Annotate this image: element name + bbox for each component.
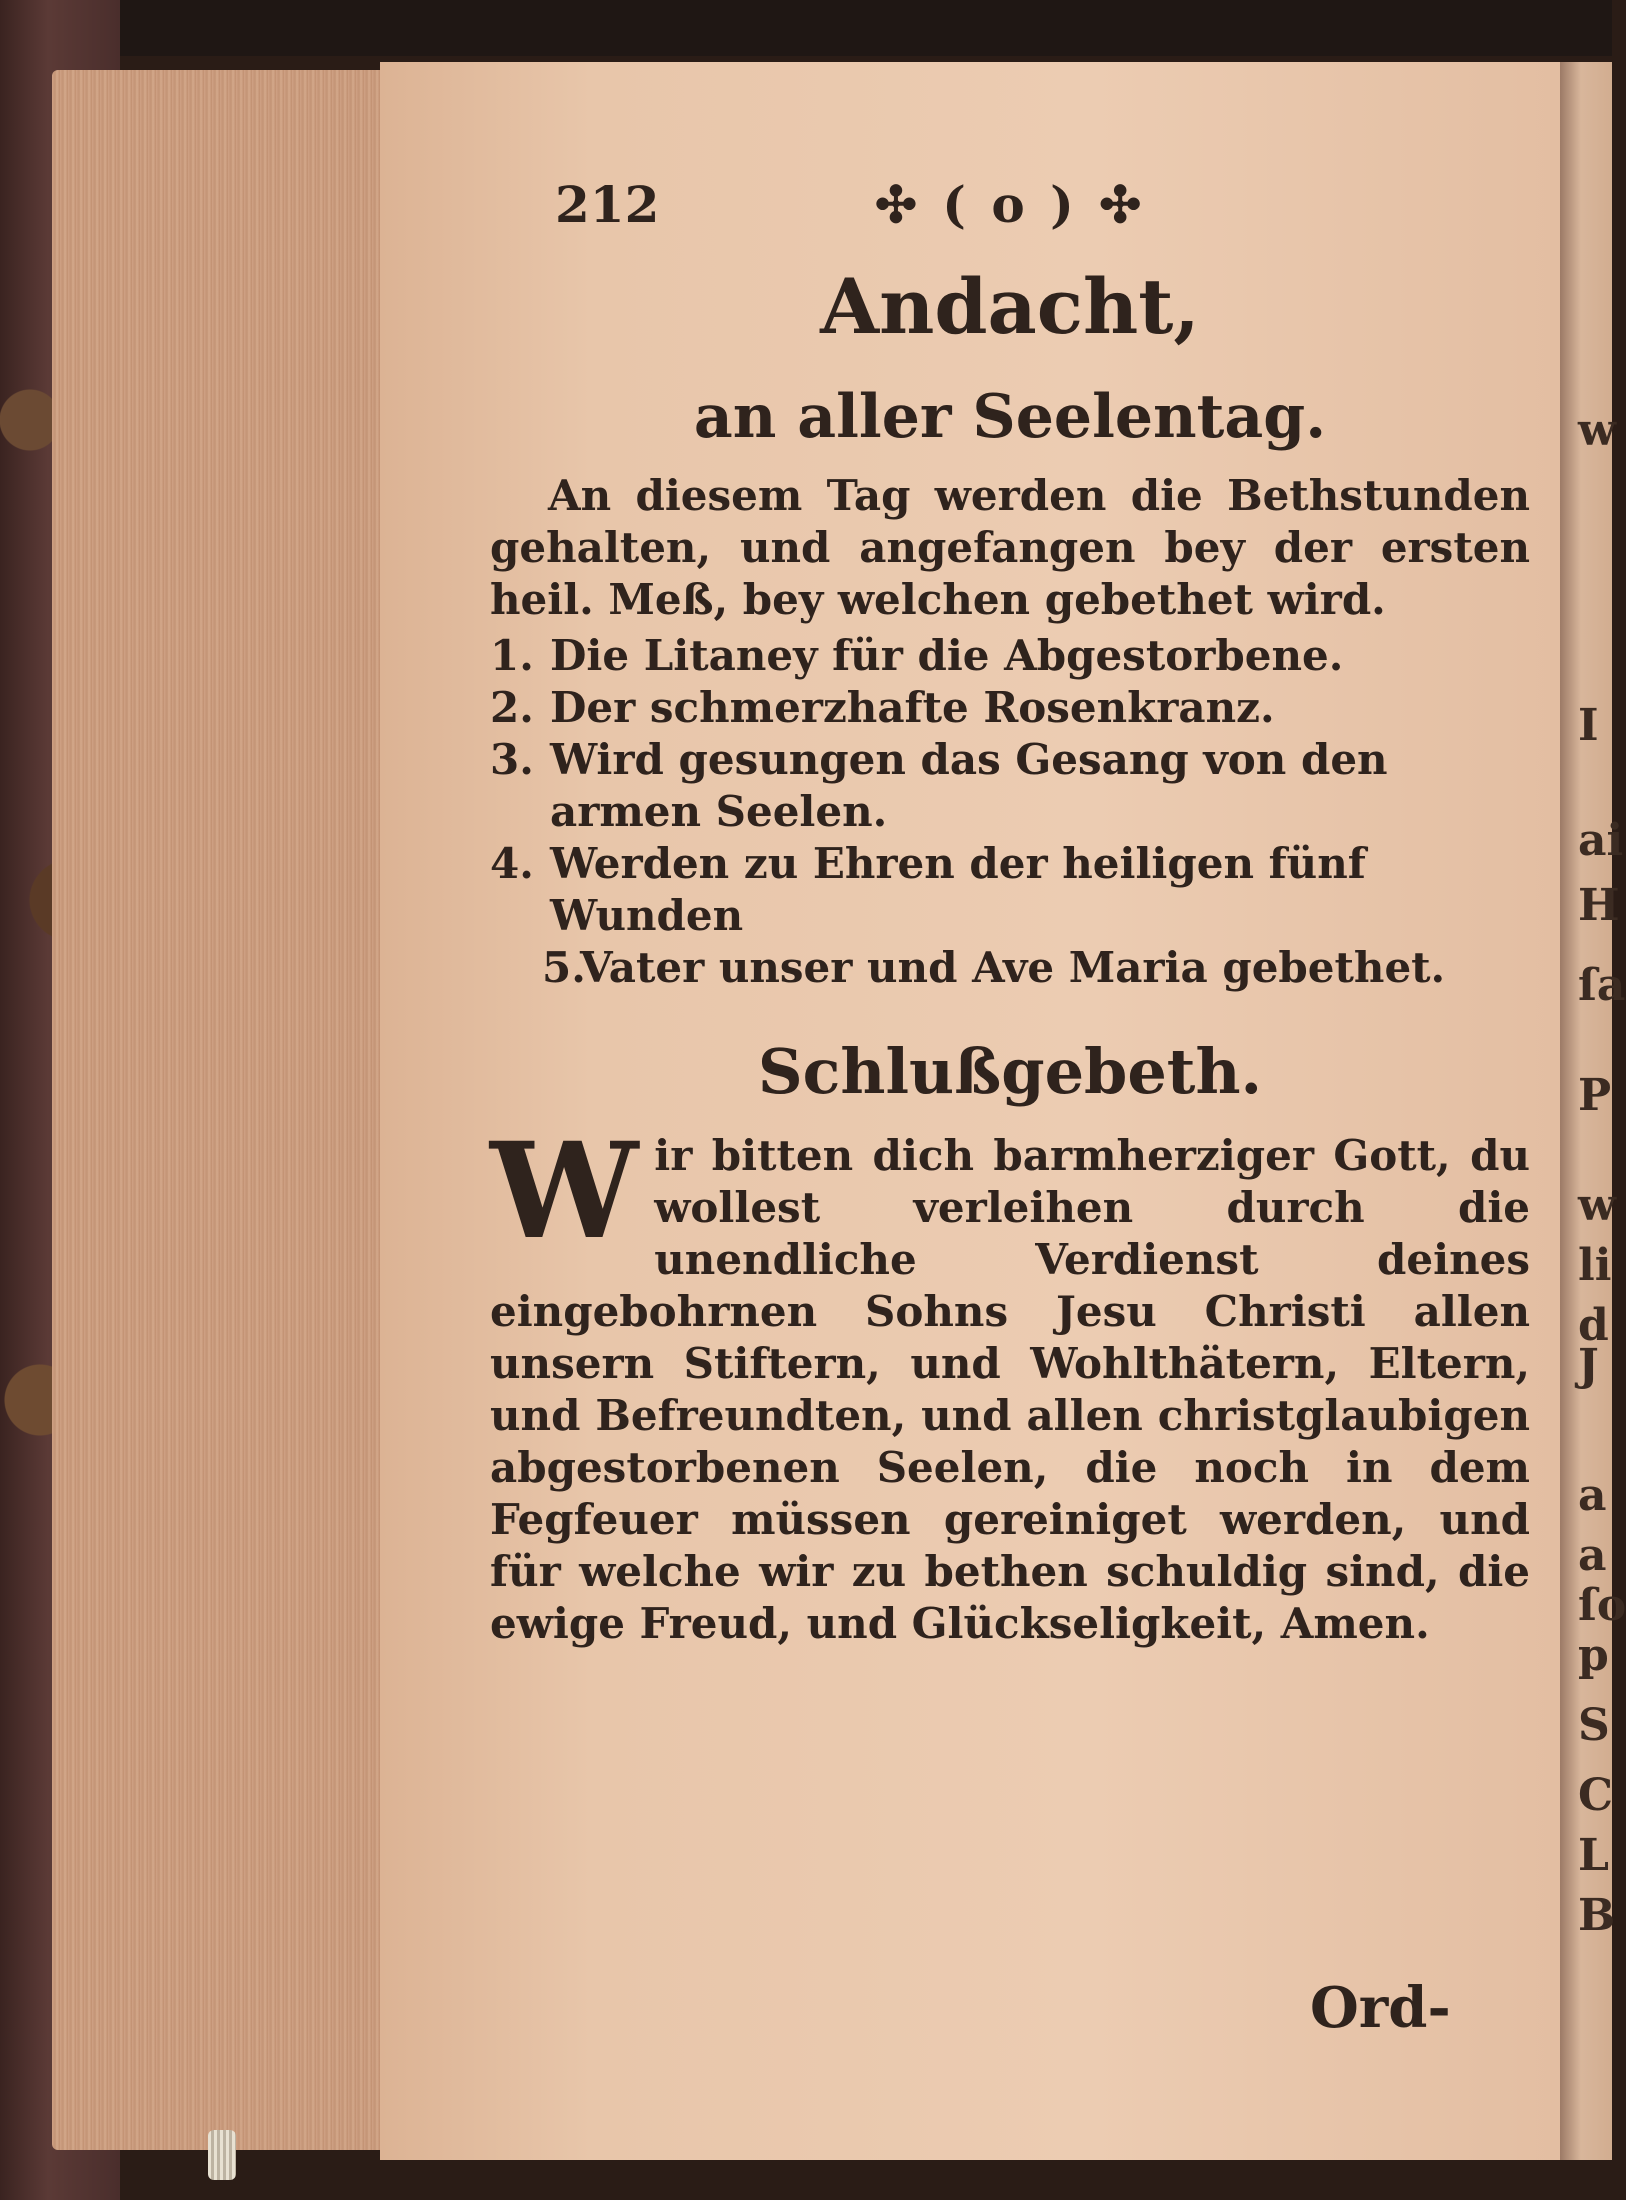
catchword: Ord- (1310, 1975, 1451, 2041)
binding-thread (208, 2130, 236, 2180)
list-item (490, 734, 1530, 838)
next-page-fragment: d (1578, 1300, 1609, 1351)
list-number: 2. (490, 683, 534, 732)
next-page-fragment: a (1578, 1470, 1607, 1521)
next-page-fragment: H (1578, 880, 1620, 931)
list-text: Wird gesungen das Gesang von den armen Seelen. (550, 735, 1388, 836)
next-page-fragment: w (1578, 1180, 1616, 1231)
devotion-list (490, 630, 1530, 994)
prayer-text: ir bitten dich barmherziger Gott, du wollest verleihen durch die unendliche Verdienst deines eingebohrnen Sohns Jesu Christi allen unsern Stiftern, und Wohlthätern, Eltern, und Befreundten, und allen christglaubigen abgestorbenen Seelen, die noch in dem Fegfeuer müssen gereiniget werden, und für welche wir zu bethen schuldig sind, die ewige Freud, und Glückseligkeit, Amen. (490, 1131, 1530, 1648)
next-page-fragment: li (1578, 1240, 1612, 1291)
next-page-fragment: B (1578, 1890, 1616, 1941)
list-item (490, 838, 1530, 942)
next-page-fragment: I (1578, 700, 1599, 751)
list-number: 4. (490, 839, 534, 888)
page-subtitle: an aller Seelentag. (693, 382, 1327, 452)
list-text: Werden zu Ehren der heiligen fünf Wunden (550, 839, 1366, 940)
closing-prayer-title: Schlußgebeth. (757, 1035, 1263, 1108)
page-number: 212 (555, 175, 660, 234)
list-item (490, 942, 1530, 994)
list-text: Der schmerzhafte Rosenkranz. (550, 683, 1275, 732)
next-page-fragment: S (1578, 1700, 1610, 1751)
list-item (490, 682, 1530, 734)
list-item (490, 630, 1530, 682)
intro-paragraph: An diesem Tag werden die Bethstunden gehalten, und angefangen bey der ersten heil. Meß, bey welchen gebethet wird. (490, 471, 1530, 624)
drop-cap-initial: W (490, 1114, 639, 1269)
next-page-fragment: a (1578, 1530, 1607, 1581)
closing-prayer (490, 1114, 1530, 1650)
top-shadow (0, 0, 1612, 56)
next-page-fragment: C (1578, 1770, 1614, 1821)
list-text: Die Litaney für die Abgestorbene. (550, 631, 1344, 680)
next-page-fragment: ai (1578, 815, 1624, 866)
next-page-fragment: w (1578, 405, 1616, 456)
next-page-fragment: p (1578, 1630, 1609, 1681)
list-text: Vater unser und Ave Maria gebethet. (580, 943, 1446, 992)
next-page-fragment: P (1578, 1070, 1612, 1121)
page-header (555, 175, 1235, 245)
next-page-fragment: ſo (1578, 1580, 1626, 1631)
next-page-fragment: J (1578, 1340, 1599, 1391)
list-number: 1. (490, 631, 534, 680)
list-number: 3. (490, 735, 534, 784)
header-ornament: ✣ ( o ) ✣ (875, 175, 1146, 234)
list-number: 5. (542, 943, 586, 992)
page-edges (52, 70, 392, 2150)
book-page (380, 62, 1560, 2160)
page-title: Andacht, (820, 262, 1200, 351)
next-page-fragment: L (1578, 1830, 1609, 1881)
next-page-fragment: ſa (1578, 960, 1626, 1011)
